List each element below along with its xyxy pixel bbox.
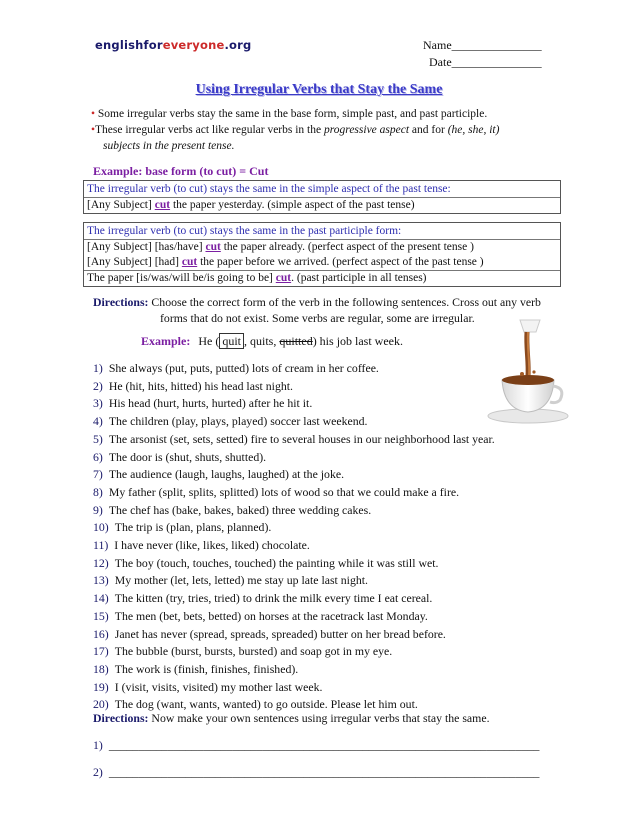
question-item	[93, 450, 266, 465]
example-boxed-answer: quit	[219, 333, 244, 349]
question-number: 1)	[93, 361, 103, 375]
question-number: 20)	[93, 697, 109, 712]
date-field: Date_______________	[429, 55, 542, 69]
question-text[interactable]: The bubble (burst, bursts, bursted) and soap got in my eye.	[114, 644, 393, 659]
directions-text: Now make your own sentences using irregular verbs that stay the same.	[148, 711, 490, 725]
bullet-text: and for	[409, 124, 448, 136]
directions-1	[93, 295, 541, 310]
question-number: 17)	[93, 644, 109, 659]
coffee-cup-pour-image	[482, 318, 574, 426]
question-number: 7)	[93, 467, 103, 482]
question-number: 14)	[93, 591, 109, 606]
question-item	[93, 556, 438, 571]
question-number: 11)	[93, 538, 109, 552]
box-text: [Any Subject]	[87, 199, 155, 211]
example-header: Example: base form (to cut) = Cut	[93, 164, 269, 178]
question-item	[93, 485, 459, 500]
question-item	[93, 591, 432, 606]
question-number: 10)	[93, 520, 109, 535]
question-text[interactable]: The kitten (try, tries, tried) to drink the milk every time I eat cereal.	[114, 591, 433, 606]
question-item	[93, 609, 428, 624]
bullet-text: These irregular verbs act like regular verbs in the	[95, 124, 324, 136]
question-text[interactable]: My father (split, splits, splitted) lots of wood so that we could make a fire.	[108, 484, 460, 499]
question-item	[93, 432, 495, 447]
example-box-simple	[83, 180, 561, 214]
box-verb: cut	[205, 241, 221, 253]
box-text: the paper yesterday. (simple aspect of the past tense)	[170, 199, 415, 211]
box-text: the paper already. (perfect aspect of the present tense )	[220, 241, 474, 253]
directions-text: Choose the correct form of the verb in the following sentences. Cross out any verb	[148, 295, 541, 309]
example-text: , quits,	[244, 334, 280, 348]
bullet-2	[91, 124, 499, 136]
box-verb: cut	[181, 256, 198, 268]
question-number: 8)	[93, 484, 103, 499]
site-brand-part: englishfor	[95, 38, 163, 52]
question-number: 16)	[93, 626, 109, 641]
example-line	[141, 334, 403, 349]
question-number: 6)	[93, 449, 103, 464]
example-text: He (	[198, 334, 220, 348]
answer-line[interactable]	[93, 765, 539, 780]
question-number: 2)	[93, 378, 103, 393]
bullet-dot-icon: •	[91, 108, 96, 120]
box-row	[84, 270, 560, 286]
question-number: 3)	[93, 396, 103, 411]
box-text: [Any Subject] [had]	[87, 256, 182, 268]
question-number: 5)	[93, 431, 103, 446]
question-text[interactable]: She always (put, puts, putted) lots of cream in her coffee.	[108, 361, 379, 375]
question-text[interactable]: The work is (finish, finishes, finished).	[114, 661, 299, 676]
question-text[interactable]: I have never (like, likes, liked) chocolate.	[114, 538, 310, 552]
question-text[interactable]: The chef has (bake, bakes, baked) three wedding cakes.	[108, 502, 372, 517]
question-text[interactable]: The boy (touch, touches, touched) the painting while it was still wet.	[114, 555, 439, 570]
bullet-1	[91, 108, 487, 120]
directions-1-cont: forms that do not exist. Some verbs are regular, some are irregular.	[160, 311, 475, 325]
question-text[interactable]: The trip is (plan, plans, planned).	[114, 520, 272, 535]
answer-line[interactable]	[93, 738, 539, 753]
bullet-text: (he, she, it)	[447, 124, 500, 136]
question-number: 19)	[93, 679, 109, 694]
bullet-dot-icon: •	[91, 124, 96, 136]
question-text[interactable]: The men (bet, bets, betted) on horses at the racetrack last Monday.	[114, 608, 428, 623]
box-header: The irregular verb (to cut) stays the same in the past participle form:	[87, 225, 402, 237]
question-text[interactable]: Janet has never (spread, spreads, spreaded) butter on her bread before.	[114, 626, 446, 641]
box-verb: cut	[275, 272, 292, 284]
question-number: 13)	[93, 573, 109, 588]
question-item	[93, 503, 371, 518]
box-row	[84, 255, 560, 270]
question-item	[93, 361, 379, 376]
question-number: 4)	[93, 414, 103, 429]
directions-label: Directions:	[93, 711, 149, 725]
question-item	[93, 627, 446, 642]
example-struck-answer: quitted	[279, 334, 313, 348]
question-text[interactable]: I (visit, visits, visited) my mother last week.	[114, 679, 323, 694]
answer-blank[interactable]: _________________________________________________________________________	[108, 738, 540, 752]
answer-number: 1)	[93, 738, 103, 752]
example-label: Example:	[141, 334, 191, 348]
bullet-2-cont: subjects in the present tense.	[103, 140, 235, 152]
site-brand-part: everyone	[162, 38, 225, 52]
question-text[interactable]: He (hit, hits, hitted) his head last night.	[108, 378, 293, 393]
site-brand-part: .org	[224, 38, 252, 52]
question-item	[93, 538, 310, 553]
name-field: Name_______________	[423, 38, 542, 52]
box-row	[84, 239, 560, 255]
question-item	[93, 414, 368, 429]
bullet-text: Some irregular verbs stay the same in the base form, simple past, and past participle.	[97, 108, 488, 120]
question-text[interactable]: The audience (laugh, laughs, laughed) at the joke.	[108, 467, 345, 482]
question-item	[93, 467, 344, 482]
question-text[interactable]: My mother (let, lets, letted) me stay up late last night.	[114, 573, 368, 588]
question-item	[93, 644, 392, 659]
question-item	[93, 520, 271, 535]
question-number: 18)	[93, 661, 109, 676]
question-item	[93, 680, 322, 695]
question-text[interactable]: The children (play, plays, played) soccer last weekend.	[108, 414, 368, 429]
bullet-text: progressive aspect	[323, 124, 410, 136]
question-text[interactable]: The dog (want, wants, wanted) to go outside. Please let him out.	[114, 697, 418, 712]
box-text: [Any Subject] [has/have]	[87, 241, 206, 253]
question-item	[93, 379, 293, 394]
example-box-participle	[83, 222, 561, 287]
question-text[interactable]: The door is (shut, shuts, shutted).	[108, 449, 267, 464]
question-text[interactable]: His head (hurt, hurts, hurted) after he hit it.	[108, 396, 313, 411]
box-text: . (past participle in all tenses)	[291, 272, 427, 284]
site-brand	[95, 38, 251, 52]
box-text: the paper before we arrived. (perfect aspect of the past tense )	[197, 256, 484, 268]
answer-number: 2)	[93, 765, 103, 779]
directions-2	[93, 711, 490, 726]
box-header: The irregular verb (to cut) stays the same in the simple aspect of the past tense:	[87, 183, 451, 195]
question-item	[93, 396, 312, 411]
question-number: 12)	[93, 555, 109, 570]
question-number: 9)	[93, 502, 103, 517]
example-text: ) his job last week.	[312, 334, 404, 348]
question-number: 15)	[93, 608, 109, 623]
answer-blank[interactable]: _________________________________________________________________________	[108, 765, 540, 779]
page-title: Using Irregular Verbs that Stay the Same	[195, 82, 443, 97]
box-row	[84, 197, 560, 213]
question-text[interactable]: The arsonist (set, sets, setted) fire to several houses in our neighborhood last year.	[108, 431, 495, 446]
question-item	[93, 662, 298, 677]
box-verb: cut	[154, 199, 171, 211]
directions-label: Directions:	[93, 295, 149, 309]
question-item	[93, 573, 368, 588]
box-text: The paper [is/was/will be/is going to be]	[87, 272, 276, 284]
